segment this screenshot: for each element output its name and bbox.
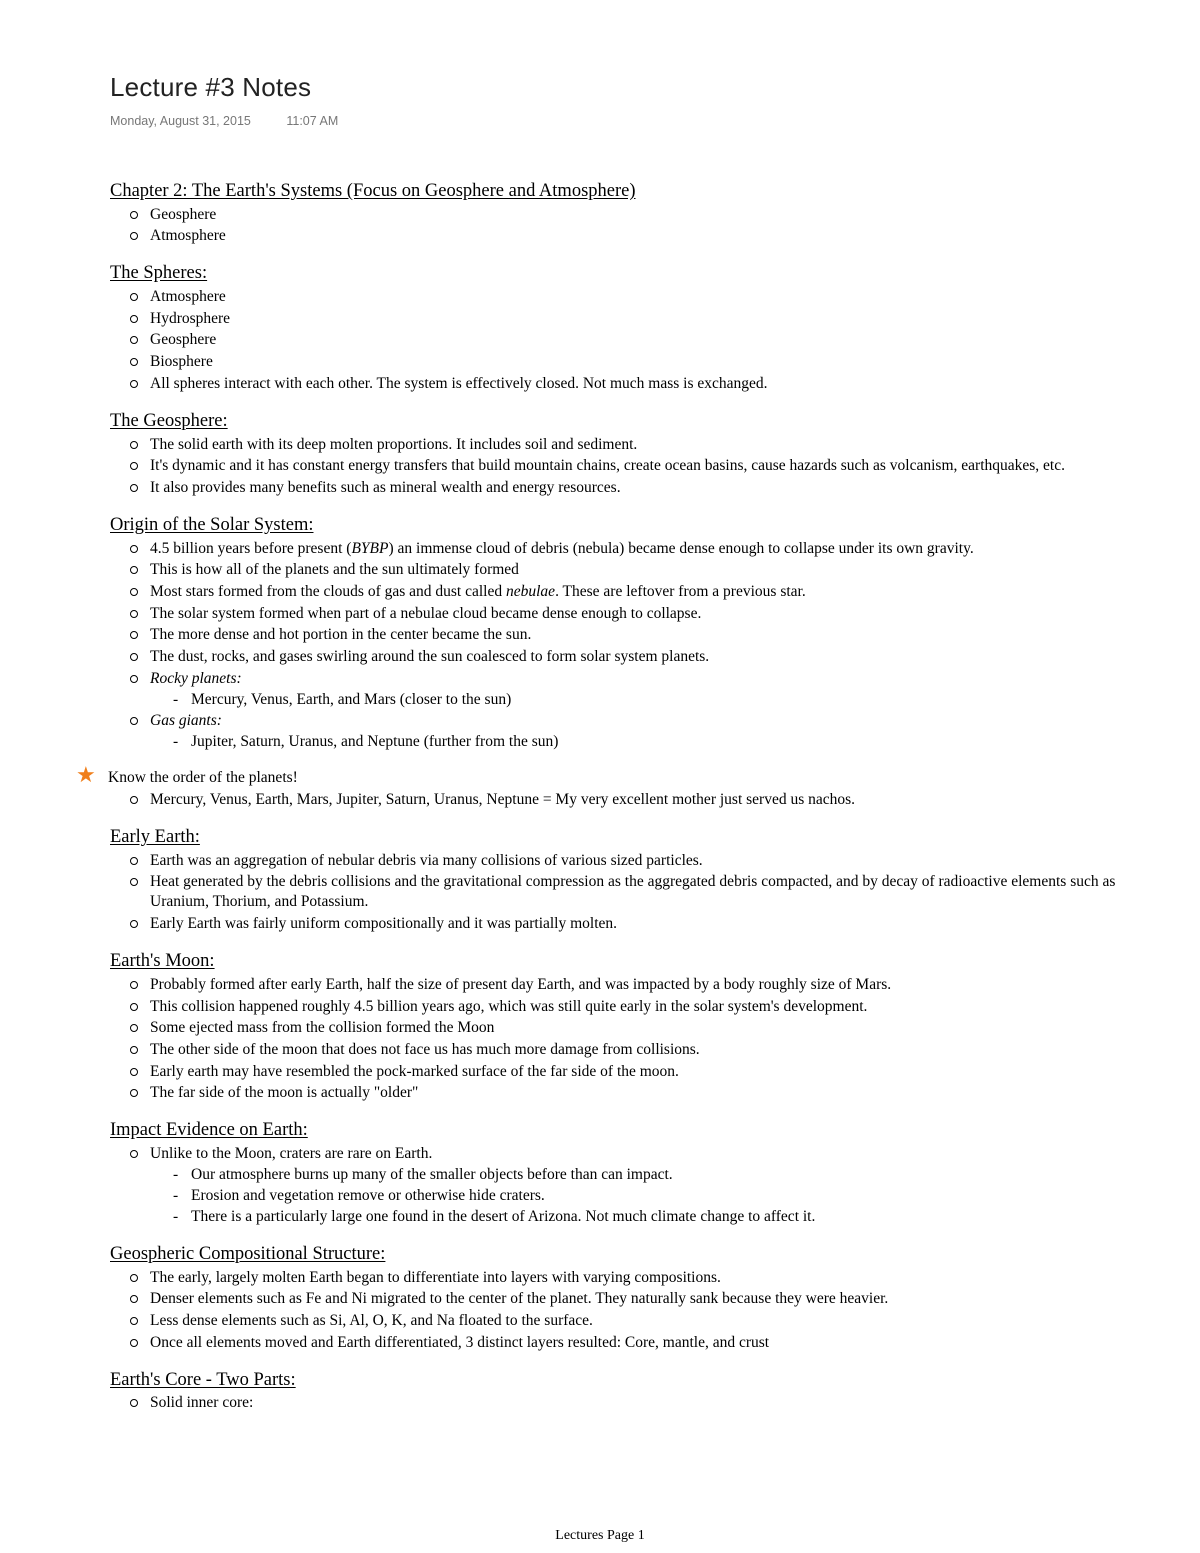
list-item [150, 435, 1200, 455]
text-run: The early, largely molten Earth began to differentiate into layers with varying compositions. [150, 1268, 721, 1286]
text-run: Solid inner core: [150, 1394, 254, 1412]
section-heading: Early Earth: [110, 827, 200, 848]
note-section [0, 180, 1200, 246]
bullet-list [0, 975, 1200, 1103]
note-section [0, 1119, 1200, 1227]
list-item [150, 1018, 1200, 1038]
section-heading: Earth's Core - Two Parts: [110, 1369, 296, 1390]
notes-content [0, 180, 1200, 1429]
text-run: Most stars formed from the clouds of gas and dust called [150, 582, 506, 600]
list-item [150, 1393, 1200, 1413]
sub-list [150, 732, 1164, 752]
bullet-list [0, 205, 1200, 247]
text-run: It's dynamic and it has constant energy transfers that build mountain chains, create ocean basins, cause hazards such as volcanism, earthquakes, etc. [150, 457, 1065, 475]
page-title: Lecture #3 Notes [110, 72, 312, 102]
note-section [0, 1369, 1200, 1414]
list-item [150, 1144, 1200, 1227]
bullet-list [0, 1393, 1200, 1413]
sub-list-item: - There is a particularly large one found in the desert of Arizona. Not much climate change to affect it. [191, 1207, 1164, 1227]
starred-note-text: Know the order of the planets! [108, 769, 298, 787]
list-item [150, 997, 1200, 1017]
note-section [0, 826, 1200, 934]
list-item [150, 352, 1200, 372]
page-footer: Lectures Page 1 [555, 1528, 645, 1543]
text-run: The solid earth with its deep molten proportions. It includes soil and sediment. [150, 435, 638, 453]
list-item [150, 790, 1200, 810]
list-item [150, 669, 1200, 710]
list-item [150, 872, 1200, 912]
list-item [150, 226, 1200, 246]
list-item [150, 851, 1200, 871]
note-section [0, 763, 1200, 810]
note-section [0, 1243, 1200, 1353]
text-run: . These are leftover from a previous star. [555, 582, 806, 600]
list-item [150, 914, 1200, 934]
list-item [150, 205, 1200, 225]
text-run: Earth was an aggregation of nebular debris via many collisions of various sized particles. [150, 851, 703, 869]
sub-list-item: - Erosion and vegetation remove or otherwise hide craters. [191, 1186, 1164, 1206]
star-icon: ★ [76, 763, 96, 789]
text-run: Some ejected mass from the collision formed the Moon [150, 1019, 495, 1037]
list-item [150, 1040, 1200, 1060]
text-run: All spheres interact with each other. The system is effectively closed. Not much mass is exchanged. [150, 374, 768, 392]
list-item [150, 1289, 1200, 1309]
text-run: Once all elements moved and Earth differentiated, 3 distinct layers resulted: Core, mantle, and crust [150, 1333, 770, 1351]
text-run: Unlike to the Moon, craters are rare on Earth. [150, 1144, 433, 1162]
list-item [150, 539, 1200, 559]
list-item [150, 456, 1200, 476]
text-run: The far side of the moon is actually "older" [150, 1084, 419, 1102]
page-meta [110, 114, 338, 128]
note-section [0, 950, 1200, 1103]
text-run: Mercury, Venus, Earth, Mars, Jupiter, Saturn, Uranus, Neptune = My very excellent mother just served us nachos. [150, 791, 856, 809]
text-run: Geosphere [150, 331, 217, 349]
list-item [150, 1268, 1200, 1288]
text-run: Denser elements such as Fe and Ni migrated to the center of the planet. They naturally sank because they were heavier. [150, 1290, 889, 1308]
text-run: The more dense and hot portion in the center became the sun. [150, 626, 532, 644]
text-run: The solar system formed when part of a nebulae cloud became dense enough to collapse. [150, 604, 702, 622]
text-run: This collision happened roughly 4.5 billion years ago, which was still quite early in the solar system's development. [150, 997, 868, 1015]
bullet-list [0, 1268, 1200, 1353]
text-run: Early Earth was fairly uniform compositionally and it was partially molten. [150, 915, 618, 933]
section-heading: The Geosphere: [110, 410, 228, 431]
list-item [150, 330, 1200, 350]
bullet-list [0, 287, 1200, 394]
note-section [0, 410, 1200, 498]
text-run: The dust, rocks, and gases swirling around the sun coalesced to form solar system planets. [150, 648, 710, 665]
list-item [150, 1083, 1200, 1103]
section-heading: Origin of the Solar System: [110, 514, 314, 535]
page-time: 11:07 AM [286, 114, 339, 128]
list-item [150, 1062, 1200, 1082]
text-run: Less dense elements such as Si, Al, O, K, and Na floated to the surface. [150, 1312, 593, 1329]
section-heading: The Spheres: [110, 263, 208, 284]
text-run: Atmosphere [150, 227, 226, 245]
sub-list [150, 690, 1164, 710]
list-item [150, 647, 1200, 667]
italic-text: Gas giants: [150, 712, 222, 730]
italic-text: nebulae [506, 582, 556, 600]
text-run: Biosphere [150, 353, 213, 371]
sub-list [150, 1165, 1164, 1227]
list-item [150, 560, 1200, 580]
sub-list-item: - Mercury, Venus, Earth, and Mars (closer to the sun) [191, 690, 1164, 710]
section-heading: Earth's Moon: [110, 951, 215, 972]
text-run: This is how all of the planets and the sun ultimately formed [150, 561, 519, 579]
text-run: Heat generated by the debris collisions and the gravitational compression as the aggregated debris compacted, and by decay of radioactive elements such as Uranium, Thorium, and Potassium. [150, 873, 1116, 911]
section-heading: Impact Evidence on Earth: [110, 1120, 308, 1141]
text-run: Geosphere [150, 205, 217, 223]
bullet-list [0, 851, 1200, 934]
bullet-list [0, 539, 1200, 753]
bullet-list [0, 435, 1200, 498]
text-run: 4.5 billion years before present ( [150, 539, 352, 557]
list-item [150, 374, 1200, 394]
list-item [150, 478, 1200, 498]
list-item [150, 711, 1200, 752]
text-run: Hydrosphere [150, 309, 231, 327]
text-run: The other side of the moon that does not face us has much more damage from collisions. [150, 1040, 700, 1058]
list-item [150, 604, 1200, 624]
page-date: Monday, August 31, 2015 [110, 114, 251, 128]
text-run: Atmosphere [150, 288, 226, 306]
italic-text: Rocky planets: [150, 669, 242, 687]
list-item [150, 975, 1200, 995]
section-heading: Geospheric Compositional Structure: [110, 1243, 386, 1264]
sub-list-item: - Our atmosphere burns up many of the smaller objects before than can impact. [191, 1165, 1164, 1185]
starred-note [76, 763, 1200, 789]
bullet-list [0, 1144, 1200, 1227]
list-item [150, 582, 1200, 602]
list-item [150, 309, 1200, 329]
note-section [0, 262, 1200, 393]
list-item [150, 287, 1200, 307]
bullet-list [0, 790, 1200, 810]
text-run: It also provides many benefits such as mineral wealth and energy resources. [150, 478, 621, 496]
section-heading: Chapter 2: The Earth's Systems (Focus on Geosphere and Atmosphere) [110, 181, 636, 201]
sub-list-item: - Jupiter, Saturn, Uranus, and Neptune (further from the sun) [191, 732, 1164, 752]
note-section [0, 514, 1200, 753]
list-item [150, 625, 1200, 645]
italic-text: BYBP [351, 539, 389, 557]
text-run: Probably formed after early Earth, half the size of present day Earth, and was impacted by a body roughly size of Mars. [150, 975, 892, 993]
list-item [150, 1333, 1200, 1353]
list-item [150, 1311, 1200, 1331]
text-run: ) an immense cloud of debris (nebula) became dense enough to collapse under its own gravity. [388, 539, 974, 557]
text-run: Early earth may have resembled the pock-marked surface of the far side of the moon. [150, 1062, 679, 1080]
